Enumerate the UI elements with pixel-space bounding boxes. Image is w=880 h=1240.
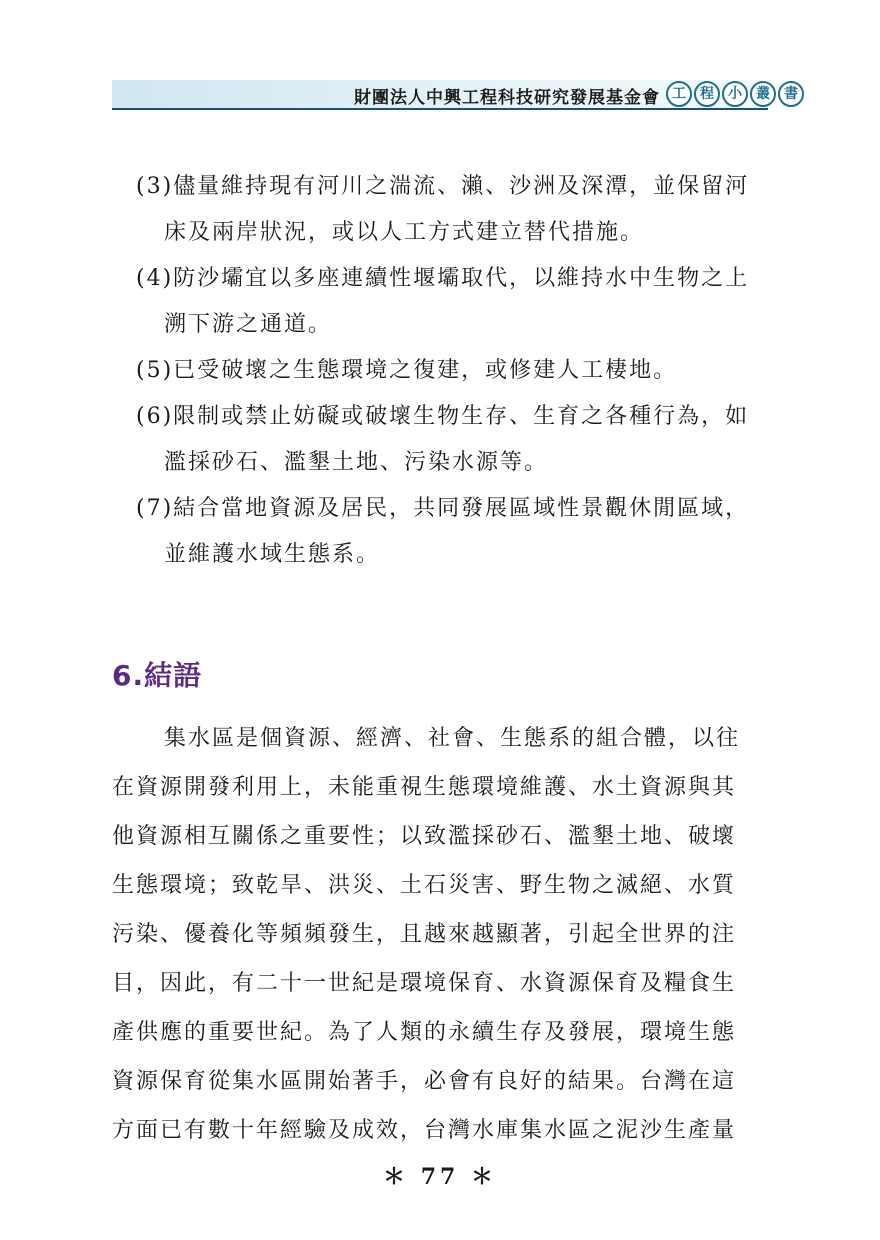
paragraph-line: 方面已有數十年經驗及成效，台灣水庫集水區之泥沙生產量 — [112, 1118, 737, 1143]
item-text: 結合當地資源及居民，共同發展區域性景觀休閒區域， — [173, 496, 750, 521]
list-item — [136, 256, 776, 348]
item-text: 儘量維持現有河川之湍流、瀨、沙洲及深潭，並保留河 — [173, 174, 750, 199]
item-text: 限制或禁止妨礙或破壞生物生存、生育之各種行為，如 — [173, 404, 750, 429]
paragraph-line: 在資源開發利用上，未能重視生態環境維護、水土資源與其 — [112, 775, 737, 800]
publisher-name: 財團法人中興工程科技研究發展基金會 — [354, 88, 660, 108]
item-text: 已受破壞之生態環境之復建，或修建人工棲地。 — [173, 358, 678, 383]
series-char: 工 — [666, 81, 692, 107]
item-text: 防沙壩宜以多座連續性堰壩取代，以維持水中生物之上 — [173, 266, 750, 291]
list-item — [136, 394, 776, 486]
list-item — [136, 348, 776, 394]
item-number: (4) — [136, 266, 174, 291]
paragraph-line: 生態環境；致乾旱、洪災、土石災害、野生物之滅絕、水質 — [112, 873, 737, 898]
item-continuation: 溯下游之通道。 — [164, 312, 333, 337]
header-rule — [112, 108, 768, 110]
item-number: (6) — [136, 404, 174, 429]
list-item — [136, 486, 776, 578]
paragraph-line: 污染、優養化等頻頻發生，且越來越顯著，引起全世界的注 — [112, 922, 737, 947]
paragraph-line: 集水區是個資源、經濟、社會、生態系的組合體，以往 — [164, 726, 741, 751]
list-item — [136, 164, 776, 256]
item-number: (7) — [136, 496, 174, 521]
item-number: (3) — [136, 174, 174, 199]
paragraph-line: 產供應的重要世紀。為了人類的永續生存及發展，環境生態 — [112, 1020, 737, 1045]
item-continuation: 並維護水域生態系。 — [164, 542, 381, 567]
paragraph-line: 資源保育從集水區開始著手，必會有良好的結果。台灣在這 — [112, 1069, 737, 1094]
item-continuation: 濫採砂石、濫墾土地、污染水源等。 — [164, 450, 549, 475]
series-char: 程 — [694, 81, 720, 107]
measures-list — [136, 164, 776, 578]
paragraph-line: 目，因此，有二十一世紀是環境保育、水資源保育及糧食生 — [112, 971, 737, 996]
item-number: (5) — [136, 358, 174, 383]
page-number: ＊ 77 ＊ — [383, 1164, 497, 1190]
item-continuation: 床及兩岸狀況，或以人工方式建立替代措施。 — [164, 220, 645, 245]
series-logo — [666, 80, 804, 108]
conclusion-paragraph — [112, 714, 772, 1155]
series-char: 小 — [722, 81, 748, 107]
section-heading: 6.結語 — [112, 659, 203, 692]
series-char: 書 — [778, 81, 804, 107]
paragraph-line: 他資源相互關係之重要性；以致濫採砂石、濫墾土地、破壞 — [112, 824, 737, 849]
series-char: 叢 — [750, 81, 776, 107]
